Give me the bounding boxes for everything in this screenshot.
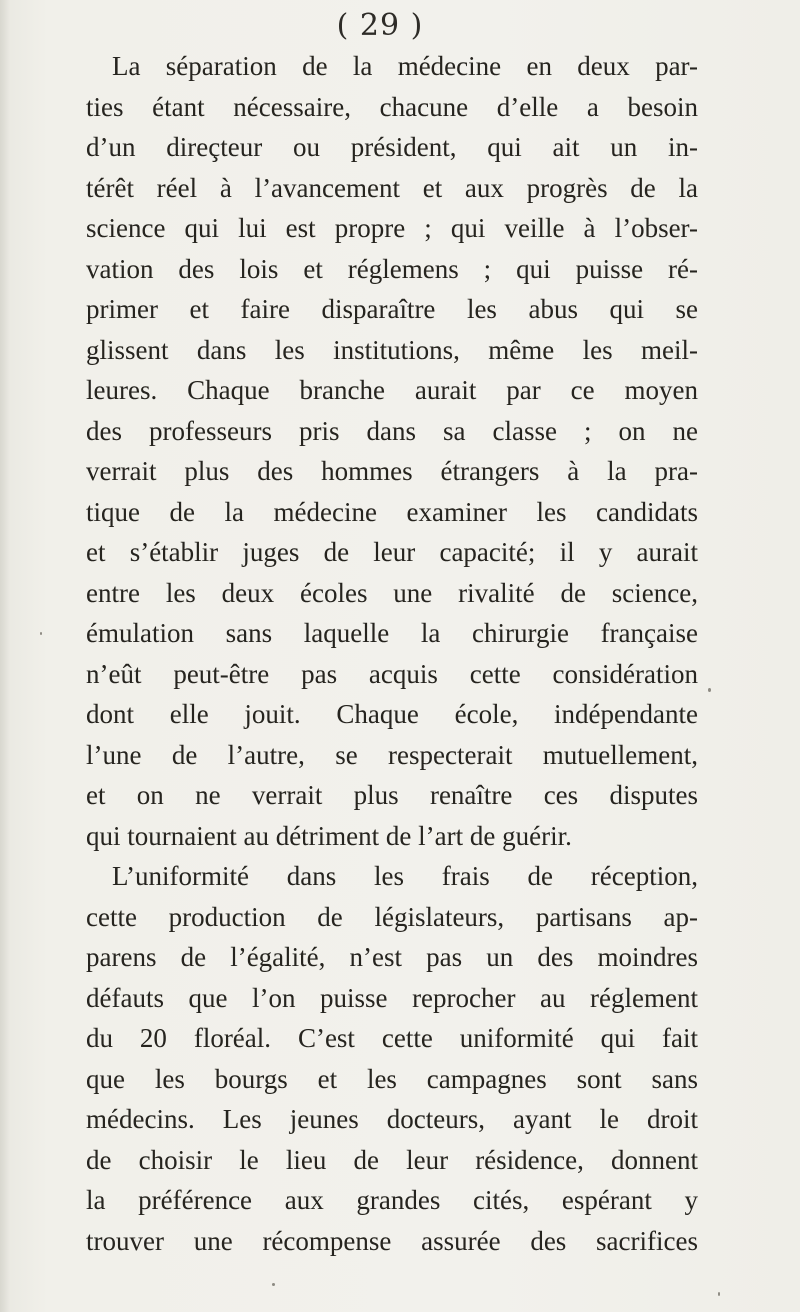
text-line: et s’établir juges de leur capacité; il y aurait <box>86 537 698 567</box>
text-line: l’une de l’autre, se respecterait mutuellement, <box>86 739 698 770</box>
paper-speck <box>40 632 42 635</box>
text-line: la préférence aux grandes cités, espérant y <box>86 1185 698 1215</box>
text-line: science qui lui est propre ; qui veille à l’obser- <box>86 213 698 243</box>
text-line: défauts que l’on puisse reprocher au réglement <box>86 982 698 1013</box>
page-number: ( 29 ) <box>336 8 424 43</box>
text-line: que les bourgs et les campagnes sont sans <box>86 1063 698 1094</box>
text-line: L’uniformité dans les frais de réception, <box>112 861 698 891</box>
text-line: verrait plus des hommes étrangers à la pra- <box>86 456 698 486</box>
page-gutter-shadow <box>0 0 10 1312</box>
text-line: dont elle jouit. Chaque école, indépendante <box>86 699 698 729</box>
text-line: La séparation de la médecine en deux par- <box>112 51 698 81</box>
text-line: leures. Chaque branche aurait par ce moyen <box>86 375 698 405</box>
text-line: ties étant nécessaire, chacune d’elle a besoin <box>86 91 698 122</box>
text-line: et on ne verrait plus renaître ces disputes <box>86 780 698 810</box>
text-line: trouver une récompense assurée des sacrifices <box>86 1225 698 1256</box>
text-line: des professeurs pris dans sa classe ; on ne <box>86 415 698 446</box>
text-line: glissent dans les institutions, même les meil- <box>86 334 698 365</box>
text-line: du 20 floréal. C’est cette uniformité qui fait <box>86 1023 698 1053</box>
text-line: vation des lois et réglemens ; qui puisse ré- <box>86 253 698 284</box>
body-text <box>86 46 698 1261</box>
text-line: térêt réel à l’avancement et aux progrès de la <box>86 172 698 203</box>
paper-speck <box>272 1283 275 1286</box>
text-line: médecins. Les jeunes docteurs, ayant le droit <box>86 1104 698 1134</box>
text-line: parens de l’égalité, n’est pas un des moindres <box>86 942 698 972</box>
paper-speck <box>708 688 711 692</box>
text-line: d’un direçteur ou président, qui ait un in- <box>86 132 698 162</box>
text-line: n’eût peut-être pas acquis cette considération <box>86 658 698 689</box>
text-line: primer et faire disparaître les abus qui se <box>86 294 698 324</box>
text-line: émulation sans laquelle la chirurgie française <box>86 618 698 648</box>
text-line: qui tournaient au détriment de l’art de guérir. <box>86 820 572 851</box>
paper-speck <box>718 1292 720 1296</box>
text-line: cette production de législateurs, partisans ap- <box>86 901 698 932</box>
text-line: de choisir le lieu de leur résidence, donnent <box>86 1144 698 1175</box>
text-line: entre les deux écoles une rivalité de science, <box>86 577 698 608</box>
text-line: tique de la médecine examiner les candidats <box>86 496 698 527</box>
